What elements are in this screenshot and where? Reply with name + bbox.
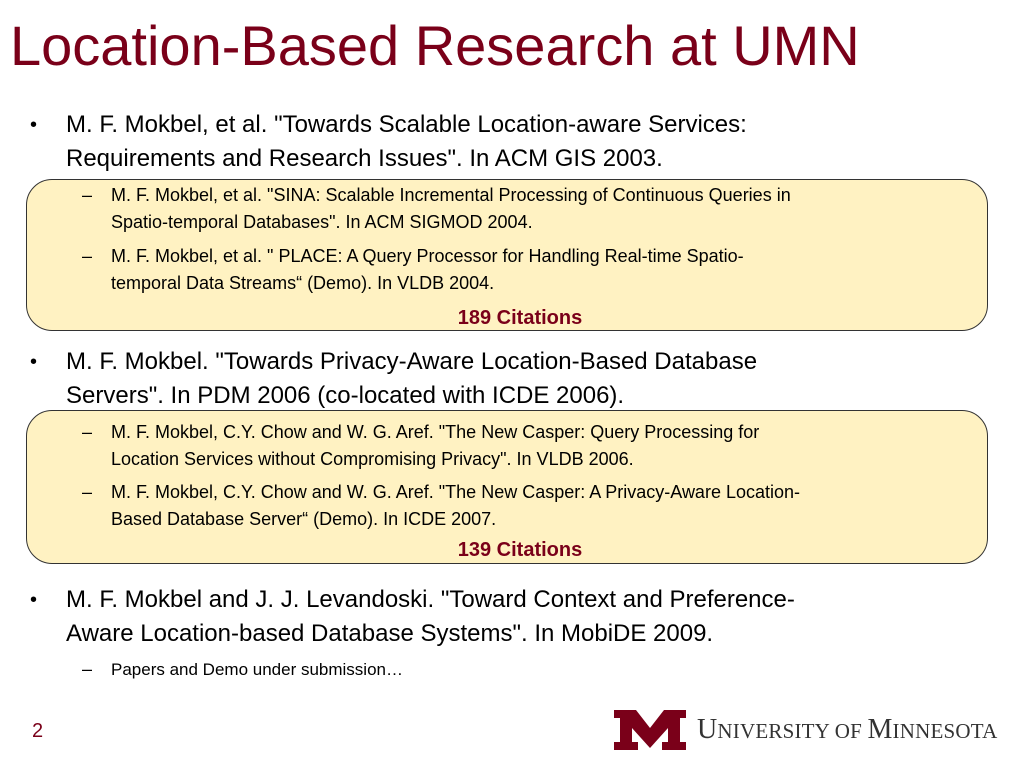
bullet-marker: • [30, 114, 38, 136]
university-m-logo-icon [612, 708, 688, 752]
sub-marker: – [82, 422, 93, 442]
bullet-3-line-2: Aware Location-based Database Systems". In MobiDE 2009. [66, 620, 714, 647]
bullet-marker: • [30, 351, 38, 373]
bullet-marker: • [30, 589, 38, 611]
sub-marker: – [82, 659, 93, 679]
citation-count-1: 189 Citations [457, 307, 583, 329]
sub-1-2-line-1: M. F. Mokbel, et al. " PLACE: A Query Processor for Handling Real-time Spatio- [111, 246, 744, 266]
bullet-3-line-1: M. F. Mokbel and J. J. Levandoski. "Toward Context and Preference- [66, 586, 795, 613]
sub-marker: – [82, 185, 93, 205]
sub-2-2-line-1: M. F. Mokbel, C.Y. Chow and W. G. Aref. "The New Casper: A Privacy-Aware Location- [111, 482, 801, 502]
university-of-minnesota-wordmark: UNIVERSITY OF MINNESOTA [697, 714, 998, 745]
sub-2-1-line-2: Location Services without Compromising Privacy". In VLDB 2006. [111, 449, 634, 469]
sub-marker: – [82, 246, 93, 266]
sub-2-1-line-1: M. F. Mokbel, C.Y. Chow and W. G. Aref. "The New Casper: Query Processing for [111, 422, 760, 442]
sub-marker: – [82, 482, 93, 502]
bullet-1-line-1: M. F. Mokbel, et al. "Towards Scalable Location-aware Services: [66, 111, 747, 138]
bullet-2-line-1: M. F. Mokbel. "Towards Privacy-Aware Location-Based Database [66, 348, 758, 375]
bullet-2-line-2: Servers". In PDM 2006 (co-located with ICDE 2006). [66, 382, 625, 409]
sub-2-2-line-2: Based Database Server“ (Demo). In ICDE 2007. [111, 509, 497, 529]
sub-1-2-line-2: temporal Data Streams“ (Demo). In VLDB 2004. [111, 273, 495, 293]
slide-number: 2 [32, 720, 44, 742]
sub-3-1-line-1: Papers and Demo under submission… [111, 660, 403, 679]
citation-count-2: 139 Citations [457, 539, 583, 561]
sub-1-1-line-1: M. F. Mokbel, et al. "SINA: Scalable Incremental Processing of Continuous Queries in [111, 185, 791, 205]
slide-title: Location-Based Research at UMN [10, 14, 860, 77]
sub-1-1-line-2: Spatio-temporal Databases". In ACM SIGMOD 2004. [111, 212, 533, 232]
bullet-1-line-2: Requirements and Research Issues". In ACM GIS 2003. [66, 145, 663, 172]
